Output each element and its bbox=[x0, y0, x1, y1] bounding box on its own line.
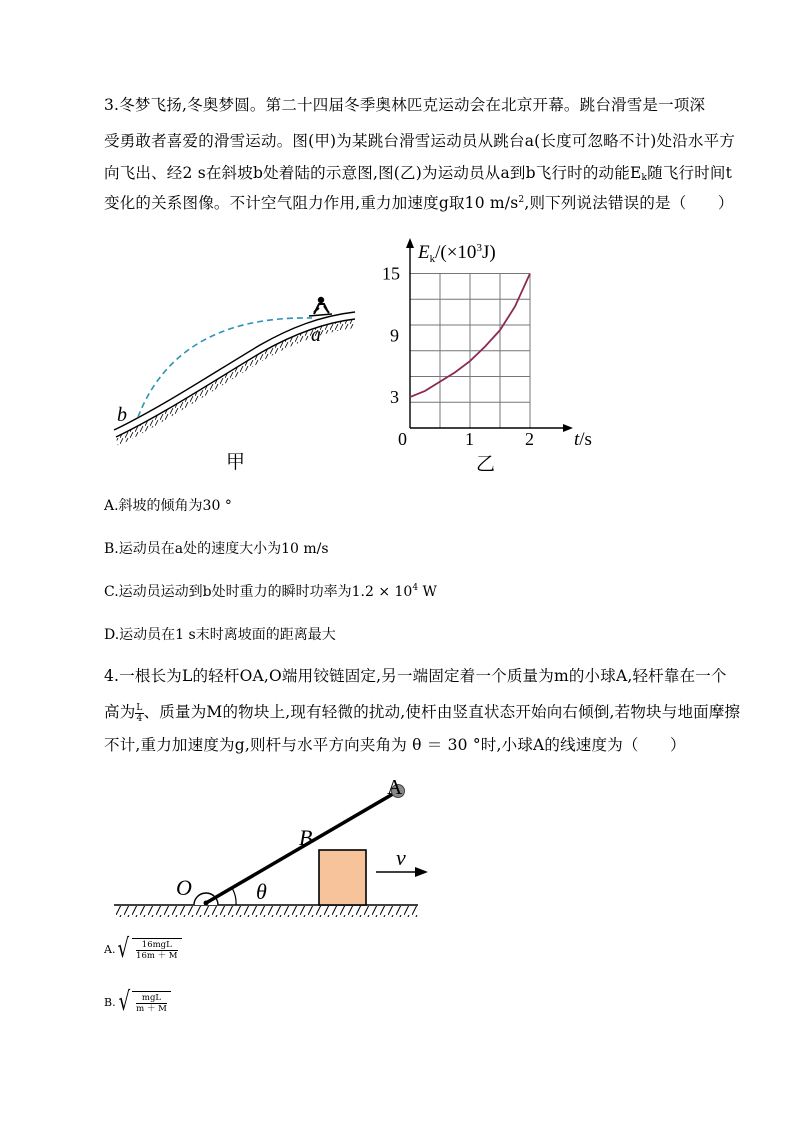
label-A: A bbox=[387, 775, 403, 799]
q3-line-3-a: 向飞出、经2 s在斜坡b处着陆的示意图,图(乙)为运动员从a到b飞行时的动能E bbox=[104, 164, 642, 182]
chart-axes bbox=[406, 238, 573, 432]
q4-fraction-L-over-4 bbox=[135, 703, 143, 724]
q4-option-b-expr bbox=[104, 989, 171, 1015]
q4-option-a-den: 16m ＋ M bbox=[136, 950, 178, 961]
q4-line-2-post: 、质量为M的物块上,现有轻微的扰动,使杆由竖直状态开始向右倾倒,若物块与地面摩擦 bbox=[143, 703, 741, 721]
q3-line-4-sup: 2 bbox=[518, 195, 525, 205]
q3-line-3-sub: k bbox=[641, 173, 648, 183]
q3-line-4-b: ,则下列说法错误的是（ ） bbox=[524, 194, 734, 212]
x-axis-label bbox=[574, 429, 592, 450]
q3-chart-yi bbox=[382, 235, 622, 475]
q3-option-b[interactable]: B.运动员在a处的速度大小为10 m/s bbox=[104, 541, 329, 557]
frac-den: 4 bbox=[136, 713, 143, 724]
skier-icon bbox=[309, 297, 332, 316]
q4-line-3: 不计,重力加速度为g,则杆与水平方向夹角为 θ ＝ 30 °时,小球A的线速度为（ ） bbox=[104, 736, 686, 754]
x-axis-arrow bbox=[563, 424, 573, 432]
origin-label: 0 bbox=[398, 429, 407, 449]
y-tick-label: 9 bbox=[390, 325, 399, 346]
x-tick-labels bbox=[465, 429, 534, 449]
label-B: B bbox=[299, 825, 313, 850]
label-O: O bbox=[176, 875, 192, 900]
q4-option-b-label: B. bbox=[104, 995, 116, 1009]
q3-line-2: 受勇敢者喜爱的滑雪运动。图(甲)为某跳台滑雪运动员从跳台a(长度可忽略不计)处沿水平方 bbox=[104, 132, 736, 150]
q3-line-1: 3.冬梦飞扬,冬奥梦圆。第二十四届冬季奥林匹克运动会在北京开幕。跳台滑雪是一项深 bbox=[104, 96, 706, 114]
angle-arc bbox=[232, 888, 236, 905]
y-tick-label: 15 bbox=[382, 263, 400, 284]
label-theta: θ bbox=[256, 879, 267, 904]
y-tick-label: 3 bbox=[390, 387, 399, 408]
q3-line-3 bbox=[104, 163, 732, 188]
caption-yi: 乙 bbox=[476, 453, 496, 475]
y-label-E: E bbox=[418, 242, 430, 263]
q4-option-a-num: 16mgL bbox=[136, 940, 177, 951]
y-tick-labels bbox=[382, 264, 400, 408]
q3-option-a[interactable]: A.斜坡的倾角为30 ° bbox=[104, 498, 232, 514]
q4-line-2 bbox=[104, 702, 740, 724]
q3-option-c-sup: 4 bbox=[412, 583, 419, 593]
x-label-t: t bbox=[574, 429, 580, 450]
q4-option-b[interactable] bbox=[104, 989, 171, 1015]
y-axis-arrow bbox=[406, 238, 414, 248]
caption-jia: 甲 bbox=[226, 451, 246, 473]
velocity-arrowhead bbox=[415, 867, 428, 877]
x-tick-label: 1 bbox=[465, 429, 474, 449]
q3-option-d[interactable]: D.运动员在1 s末时离坡面的距离最大 bbox=[104, 627, 336, 643]
q3-line-4-a: 变化的关系图像。不计空气阻力作用,重力加速度g取10 m/s bbox=[104, 194, 519, 212]
y-label-unit-pre: /(×10 bbox=[435, 242, 477, 263]
q3-option-c[interactable] bbox=[104, 581, 437, 601]
x-tick-label: 2 bbox=[525, 429, 534, 449]
y-label-sub: k bbox=[429, 253, 436, 265]
label-a: a bbox=[311, 324, 321, 346]
chart-grid bbox=[410, 274, 530, 429]
label-b: b bbox=[117, 404, 127, 426]
x-label-unit: /s bbox=[579, 429, 592, 450]
q3-line-3-b: 随飞行时间t bbox=[647, 164, 733, 182]
frac-num: L bbox=[136, 702, 143, 713]
q4-option-a-label: A. bbox=[104, 942, 116, 956]
q3-option-c-pre: C.运动员运动到b处时重力的瞬时功率为1.2 × 10 bbox=[104, 584, 413, 600]
q4-option-a-expr bbox=[104, 936, 182, 962]
q3-line-4 bbox=[104, 190, 734, 213]
y-label-unit-post: J) bbox=[481, 242, 496, 263]
ground-hatching bbox=[114, 906, 418, 917]
y-label-unit-sup: 3 bbox=[476, 242, 482, 254]
y-axis-label bbox=[417, 242, 496, 265]
q4-option-b-den: m ＋ M bbox=[136, 1003, 167, 1014]
q4-option-a-radicand bbox=[132, 938, 181, 961]
label-v: v bbox=[396, 845, 406, 870]
q4-figure bbox=[108, 775, 438, 925]
block bbox=[319, 850, 366, 905]
q4-line-1: 4.一根长为L的轻杆OA,O端用铰链固定,另一端固定着一个质量为m的小球A,轻杆靠在一个 bbox=[104, 667, 727, 685]
q4-option-a[interactable] bbox=[104, 936, 182, 962]
q4-option-b-radicand bbox=[132, 991, 171, 1014]
sqrt-icon: √ bbox=[117, 934, 130, 964]
q4-option-b-num: mgL bbox=[136, 993, 167, 1004]
sqrt-icon: √ bbox=[118, 987, 130, 1017]
q3-figure-jia bbox=[100, 240, 360, 480]
q4-line-2-pre: 高为 bbox=[104, 703, 136, 721]
q3-option-c-post: W bbox=[418, 584, 437, 600]
